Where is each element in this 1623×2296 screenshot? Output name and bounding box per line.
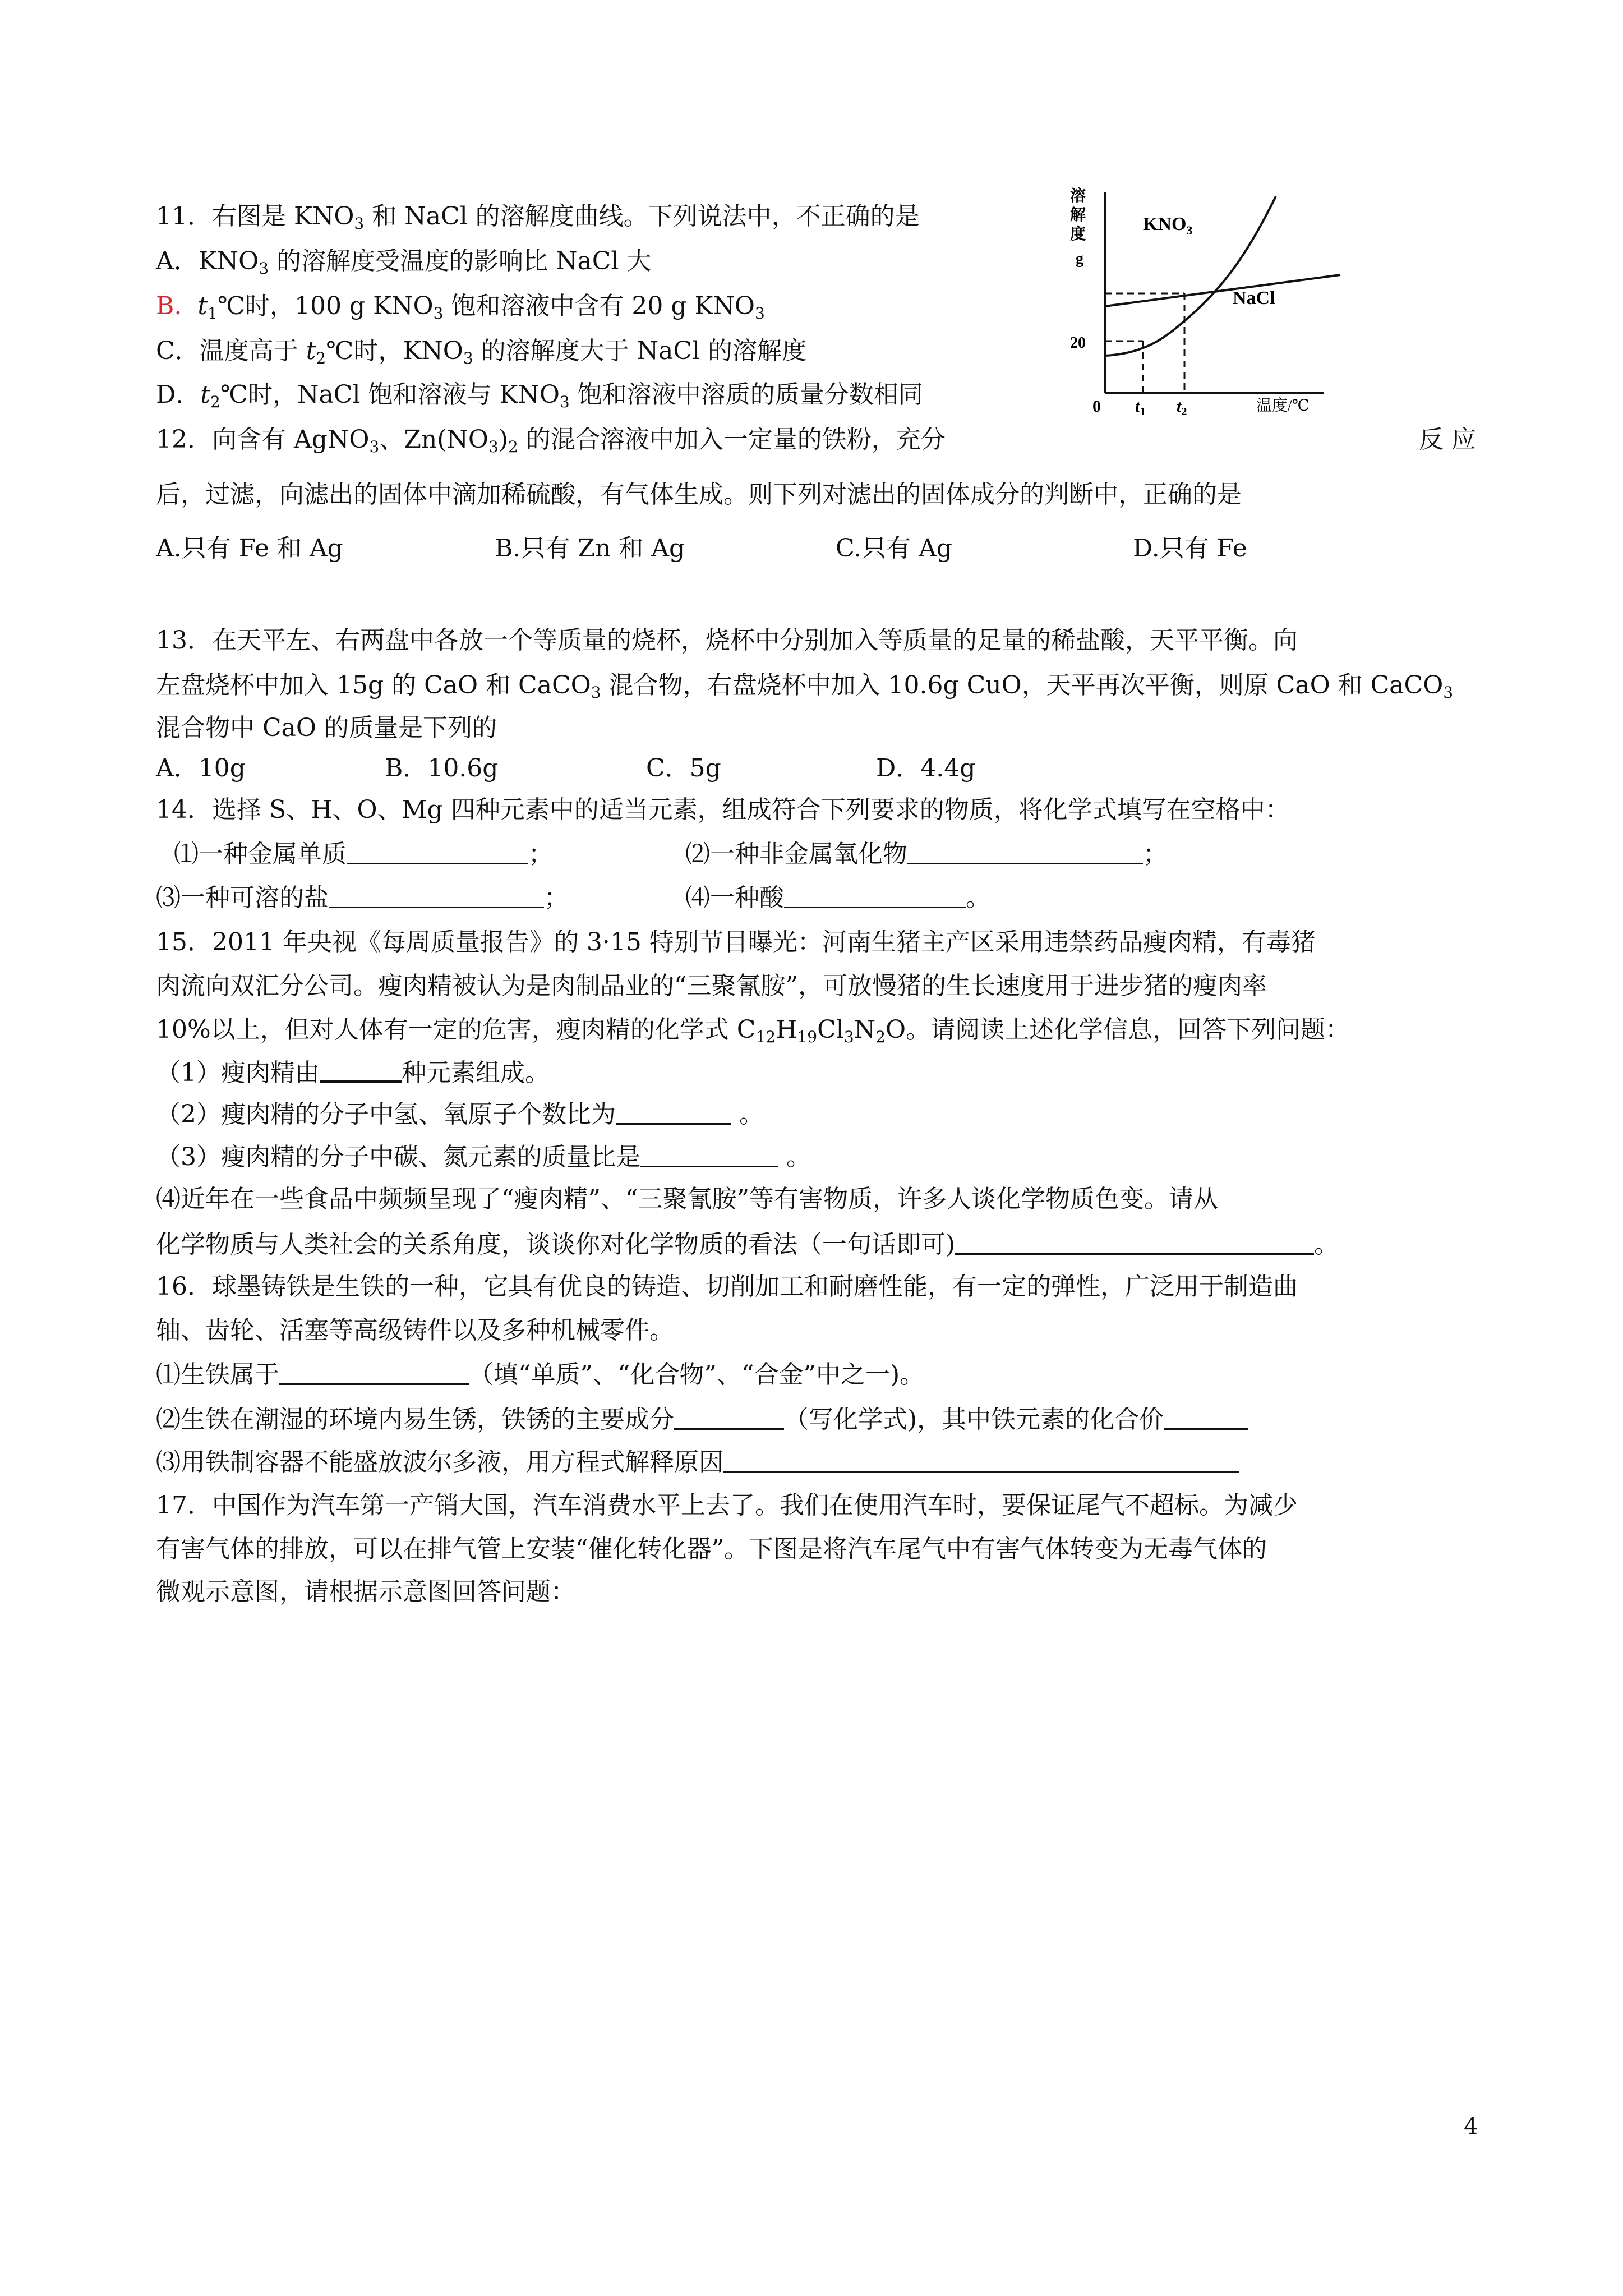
q16-line1: 16．球墨铸铁是生铁的一种，它具有优良的铸造、切削加工和耐磨性能，有一定的弹性，广泛用于制造曲 <box>156 1272 1298 1301</box>
q16-blank3[interactable] <box>1164 1402 1248 1430</box>
q15-part4-line2: 化学物质与人类社会的关系角度，谈谈你对化学物质的看法（一句话即可) 。 <box>156 1227 1339 1260</box>
y-tick-20: 20 <box>1070 334 1086 352</box>
q14-part3: ⑶一种可溶的盐 ； <box>156 881 569 914</box>
q16-part1: ⑴生铁属于 （填“单质”、“化合物”、“合金”中之一)。 <box>156 1358 924 1391</box>
q14-blank3[interactable] <box>329 881 544 908</box>
q13-option-a: A．10g <box>156 754 246 783</box>
q14-blank4[interactable] <box>784 881 966 908</box>
q15-part4-line1: ⑷近年在一些食品中频频呈现了“瘦肉精”、“三聚氰胺”等有害物质，许多人谈化学物质色变。请从 <box>156 1185 1218 1213</box>
q12-option-c: C.只有 Ag <box>836 534 953 563</box>
svg-text:度: 度 <box>1070 226 1086 243</box>
q13-line1: 13．在天平左、右两盘中各放一个等质量的烧杯，烧杯中分别加入等质量的足量的稀盐酸，天平平衡。向 <box>156 626 1298 655</box>
q14-blank1[interactable] <box>347 837 528 864</box>
q13-option-b: B．10.6g <box>385 754 499 783</box>
q15-part1: （1）瘦肉精由 种元素组成。 <box>156 1055 550 1089</box>
q15-blank3[interactable] <box>640 1140 778 1167</box>
q14-blank2[interactable] <box>907 837 1143 864</box>
solubility-chart <box>1060 185 1352 421</box>
q12-line1: 12．向含有 AgNO$_3$、$Zn(NO_3)_2$ 的混合溶液中加入一定量的铁粉，充分 <box>156 425 946 456</box>
q13-option-c: C．5g <box>646 754 721 783</box>
q16-blank2[interactable] <box>674 1402 784 1430</box>
q16-part3: ⑶用铁制容器不能盛放波尔多液，用方程式解释原因 <box>156 1445 1239 1478</box>
q13-line3: 混合物中 CaO 的质量是下列的 <box>156 714 497 742</box>
x-axis-label: 温度/℃ <box>1256 397 1310 415</box>
q14-stem: 14．选择 S、H、O、Mg 四种元素中的适当元素，组成符合下列要求的物质，将化学式填写在空格中： <box>156 795 1290 824</box>
svg-text:溶: 溶 <box>1070 187 1086 205</box>
q17-line2: 有害气体的排放，可以在排气管上安装“催化转化器”。下图是将汽车尾气中有害气体转变为无毒气体的 <box>156 1535 1267 1563</box>
y-axis-label <box>1070 187 1086 268</box>
q15-blank1[interactable] <box>320 1055 402 1083</box>
q15-blank2[interactable] <box>616 1097 731 1125</box>
q11-option-c: C．温度高于 $t_2℃$时，$KNO_3$ 的溶解度大于 NaCl 的溶解度 <box>156 337 807 367</box>
q17-line1: 17．中国作为汽车第一产销大国，汽车消费水平上去了。我们在使用汽车时，要保证尾气不超标。为减少 <box>156 1491 1298 1520</box>
q12-line1-end: 反 应 <box>1419 425 1476 454</box>
q16-line2: 轴、齿轮、活塞等高级铸件以及多种机械零件。 <box>156 1316 674 1345</box>
q13-line2: 左盘烧杯中加入 15g 的 CaO 和 CaCO$_3$ 混合物，右盘烧杯中加入 10.6g CuO，天平再次平衡，则原 CaO 和 CaCO$_3$ <box>156 671 1454 702</box>
q12-option-b: B.只有 Zn 和 Ag <box>495 534 685 563</box>
q15-line3: 10%以上，但对人体有一定的危害，瘦肉精的化学式 $C_{12}H_{19}Cl_3N_2O$。请阅读上述化学信息，回答下列问题： <box>156 1015 1350 1046</box>
x-tick-t2: $t_2$ <box>1177 397 1187 418</box>
q12-line2: 后，过滤，向滤出的固体中滴加稀硫酸，有气体生成。则下列对滤出的固体成分的判断中，正确的是 <box>156 480 1242 509</box>
origin-label: 0 <box>1092 397 1101 416</box>
q14-part4: ⑷一种酸 。 <box>685 881 990 914</box>
q15-line1: 15．2011 年央视《每周质量报告》的 3·15 特别节目曝光：河南生猪主产区采用违禁药品瘦肉精，有毒猪 <box>156 928 1316 956</box>
q12-option-a: A.只有 Fe 和 Ag <box>156 534 343 563</box>
series-label-kno3: $KNO_3$ <box>1143 214 1193 237</box>
q17-line3: 微观示意图，请根据示意图回答问题： <box>156 1577 575 1606</box>
q16-blank4[interactable] <box>723 1445 1239 1473</box>
series-line-nacl <box>1105 275 1340 306</box>
series-label-nacl: NaCl <box>1233 288 1275 309</box>
q11-option-b-letter: B. <box>156 292 182 320</box>
q11-option-b: B. $t_1℃$时，100 g $KNO_3$ 饱和溶液中含有 20 g $KNO_3$ <box>156 292 765 323</box>
q15-part3: （3）瘦肉精的分子中碳、氮元素的质量比是 。 <box>156 1140 811 1173</box>
q15-blank4[interactable] <box>955 1227 1314 1255</box>
q16-part2: ⑵生铁在潮湿的环境内易生锈，铁锈的主要成分 （写化学式)，其中铁元素的化合价 <box>156 1402 1248 1435</box>
q14-part2: ⑵一种非金属氧化物 ； <box>685 837 1168 870</box>
svg-text:解: 解 <box>1070 206 1086 224</box>
q11-stem: 11．右图是 $KNO_3$ 和 NaCl 的溶解度曲线。下列说法中，不正确的是 <box>156 202 920 233</box>
x-tick-t1: $t_1$ <box>1135 397 1146 418</box>
q14-part1: ⑴一种金属单质 ； <box>174 837 553 870</box>
q12-option-d: D.只有 Fe <box>1133 534 1247 563</box>
q11-option-a: A．$KNO_3$ 的溶解度受温度的影响比 NaCl 大 <box>156 247 652 278</box>
series-line-kno3 <box>1105 196 1276 356</box>
q15-line2: 肉流向双汇分公司。瘦肉精被认为是肉制品业的“三聚氰胺”，可放慢猪的生长速度用于进步猪的瘦肉率 <box>156 972 1267 1000</box>
q16-blank1[interactable] <box>279 1358 469 1385</box>
q15-part2: （2）瘦肉精的分子中氢、氧原子个数比为 。 <box>156 1097 764 1130</box>
page-number: 4 <box>1464 2114 1478 2139</box>
q11-option-d: D．$t_2℃$时，NaCl 饱和溶液与 $KNO_3$ 饱和溶液中溶质的质量分数相同 <box>156 380 923 411</box>
svg-text:g: g <box>1076 250 1083 268</box>
q13-option-d: D．4.4g <box>876 754 976 783</box>
